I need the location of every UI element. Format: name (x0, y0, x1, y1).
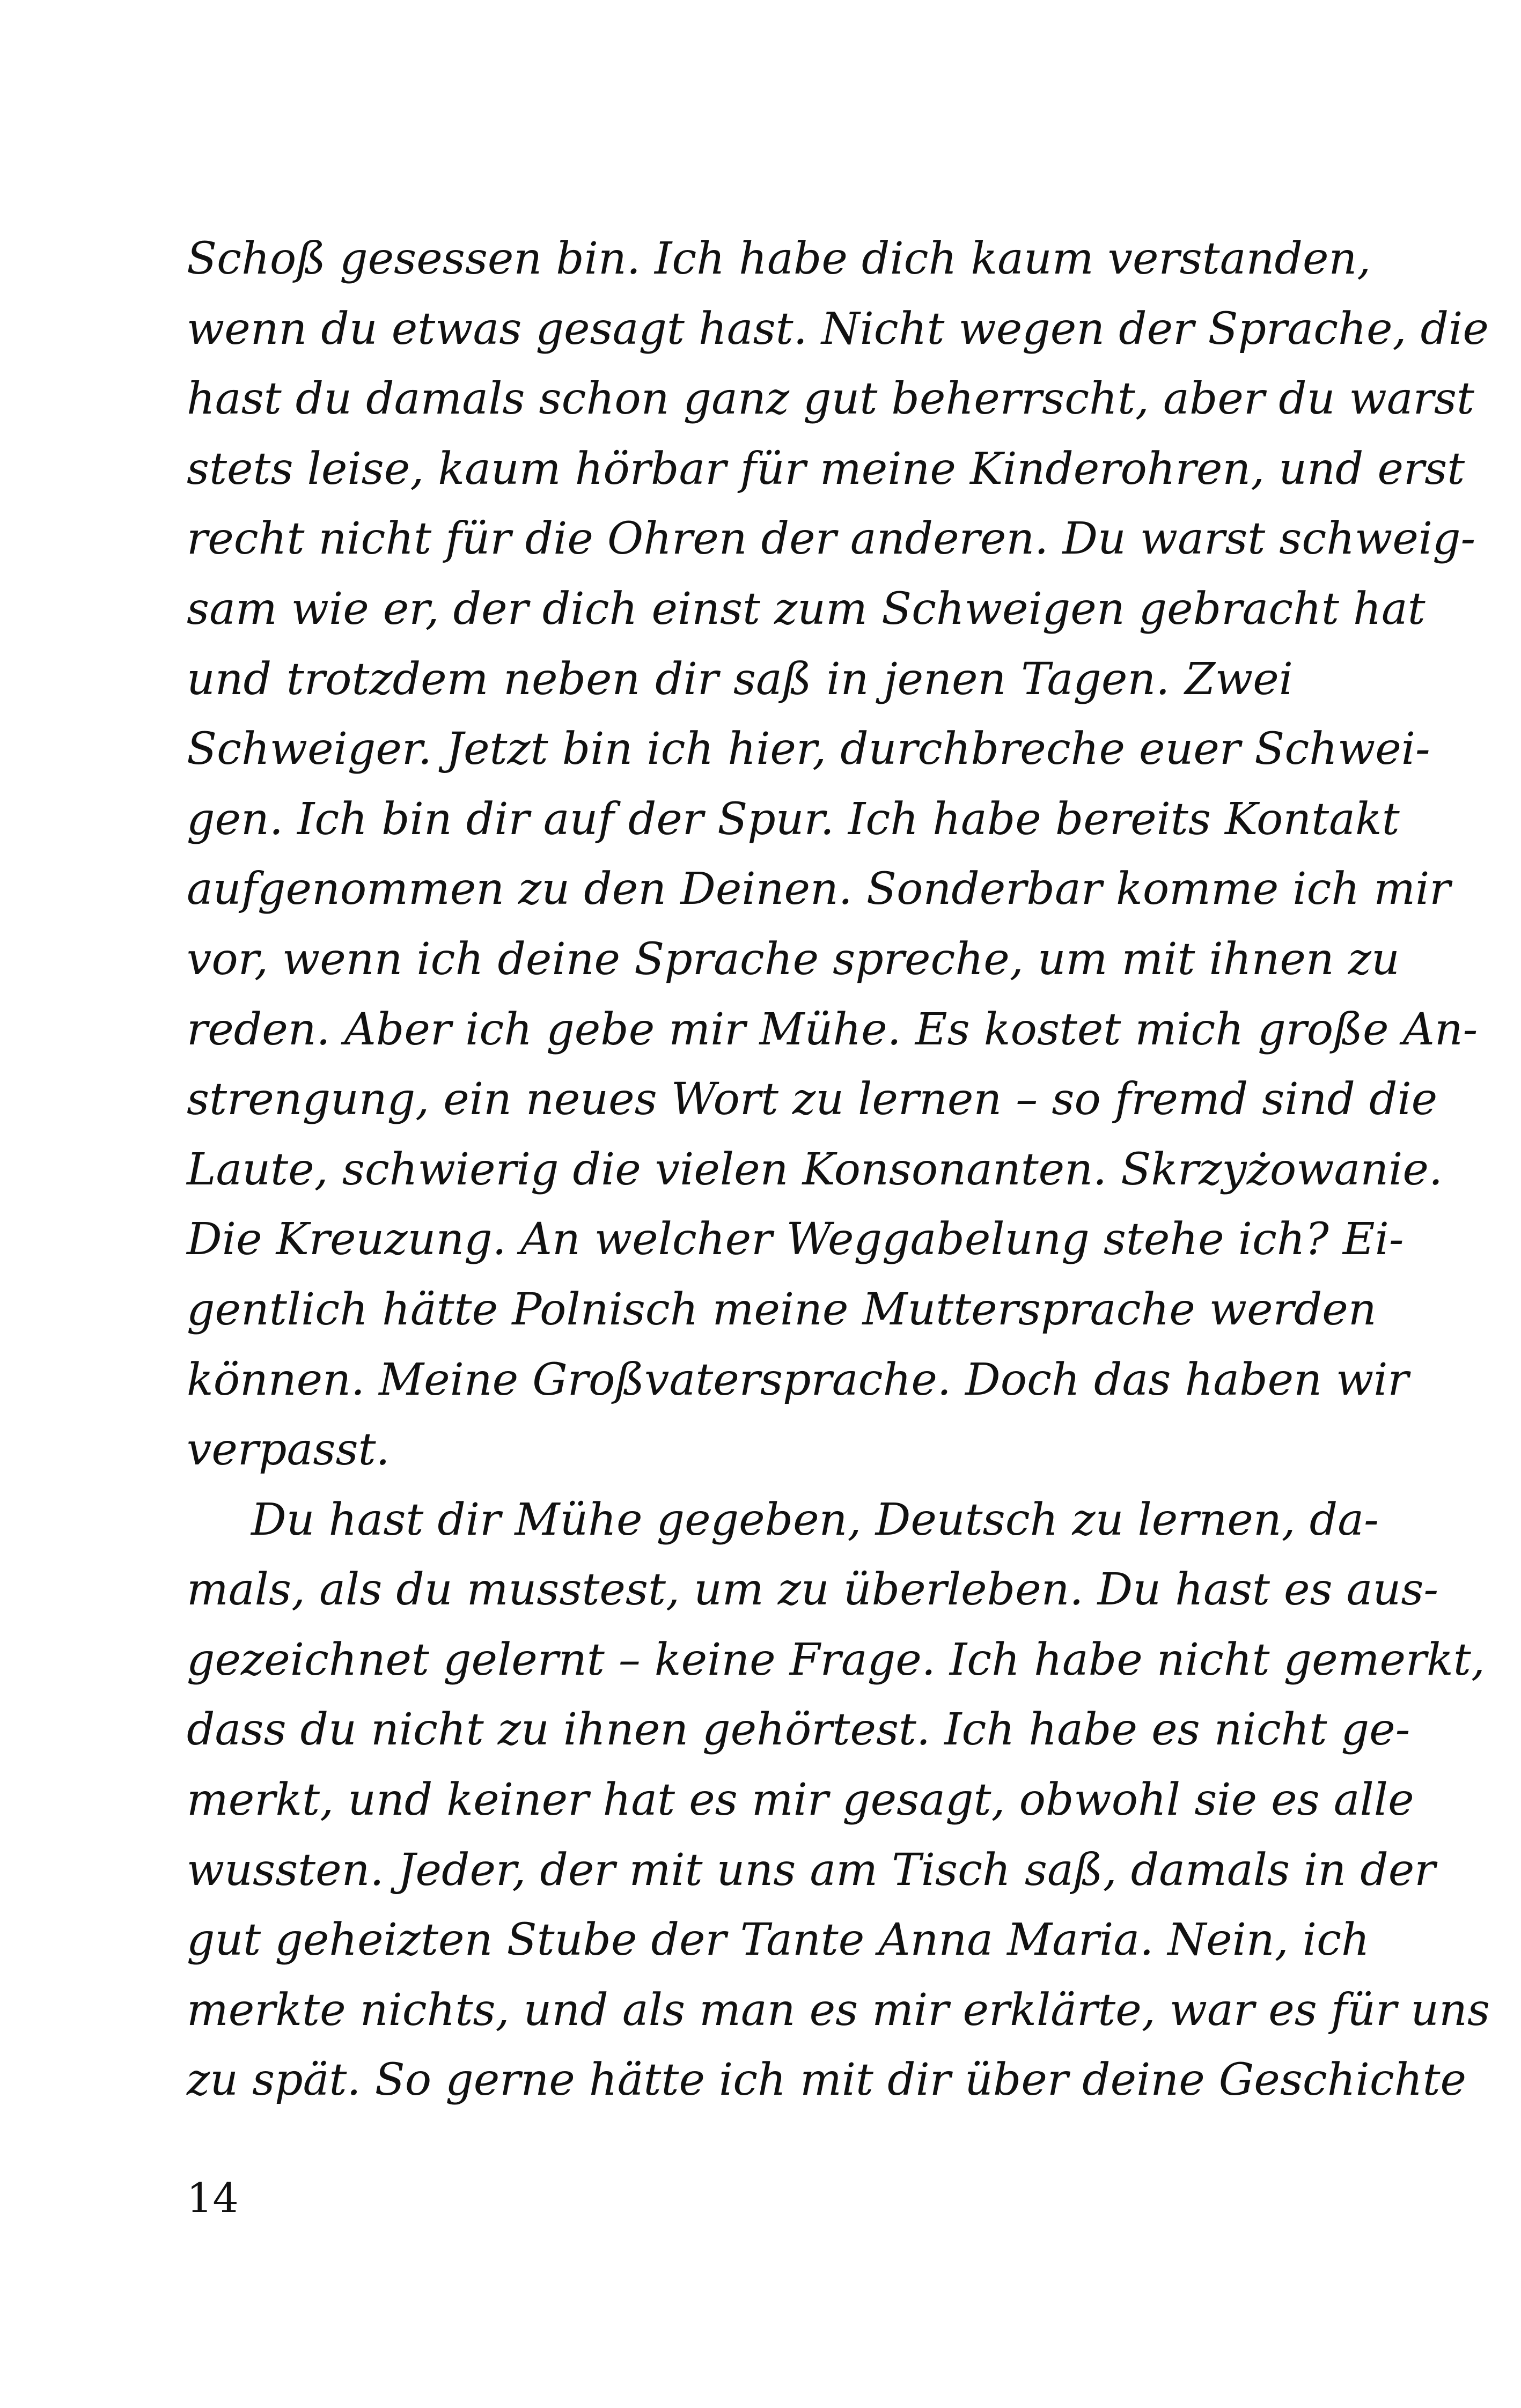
text-line: gentlich hätte Polnisch meine Muttersprache werden (187, 1284, 1377, 1335)
text-line: vor, wenn ich deine Sprache spreche, um mit ihnen zu (187, 933, 1400, 985)
text-line: dass du nicht zu ihnen gehörtest. Ich habe es nicht ge- (187, 1704, 1410, 1756)
page-number: 14 (187, 2174, 239, 2222)
text-line: Die Kreuzung. An welcher Weggabelung stehe ich? Ei- (187, 1214, 1404, 1265)
text-line: sam wie er, der dich einst zum Schweigen gebracht hat (187, 583, 1426, 635)
text-line: verpasst. (187, 1424, 390, 1476)
text-line: recht nicht für die Ohren der anderen. Du warst schweig- (187, 513, 1476, 565)
text-line: gut geheizten Stube der Tante Anna Maria. Nein, ich (187, 1914, 1370, 1966)
text-line: Schoß gesessen bin. Ich habe dich kaum verstanden, (187, 233, 1371, 284)
text-line: Du hast dir Mühe gegeben, Deutsch zu lernen, da- (251, 1494, 1379, 1545)
text-line: mals, als du musstest, um zu überleben. Du hast es aus- (187, 1564, 1439, 1616)
text-line: reden. Aber ich gebe mir Mühe. Es kostet mich große An- (187, 1004, 1478, 1055)
text-line: aufgenommen zu den Deinen. Sonderbar komme ich mir (187, 864, 1451, 915)
text-line: merkt, und keiner hat es mir gesagt, obwohl sie es alle (187, 1774, 1414, 1826)
text-line: können. Meine Großvatersprache. Doch das haben wir (187, 1354, 1409, 1405)
text-line: Laute, schwierig die vielen Konsonanten. Skrzyżowanie. (187, 1144, 1443, 1195)
text-line: Schweiger. Jetzt bin ich hier, durchbreche euer Schwei- (187, 724, 1430, 775)
text-line: gezeichnet gelernt – keine Frage. Ich habe nicht gemerkt, (187, 1634, 1485, 1685)
text-line: wussten. Jeder, der mit uns am Tisch saß, damals in der (187, 1844, 1436, 1896)
text-line: wenn du etwas gesagt hast. Nicht wegen der Sprache, die (187, 303, 1489, 355)
text-line: zu spät. So gerne hätte ich mit dir über deine Geschichte (187, 2054, 1467, 2106)
text-line: gen. Ich bin dir auf der Spur. Ich habe bereits Kontakt (187, 793, 1400, 845)
text-line: hast du damals schon ganz gut beherrscht, aber du warst (187, 373, 1474, 425)
body-text (187, 224, 1490, 2116)
text-line: merkte nichts, und als man es mir erklärte, war es für uns (187, 1984, 1490, 2036)
text-line: stets leise, kaum hörbar für meine Kinderohren, und erst (187, 443, 1465, 495)
text-line: strengung, ein neues Wort zu lernen – so fremd sind die (187, 1074, 1438, 1125)
text-line: und trotzdem neben dir saß in jenen Tagen. Zwei (187, 653, 1293, 705)
